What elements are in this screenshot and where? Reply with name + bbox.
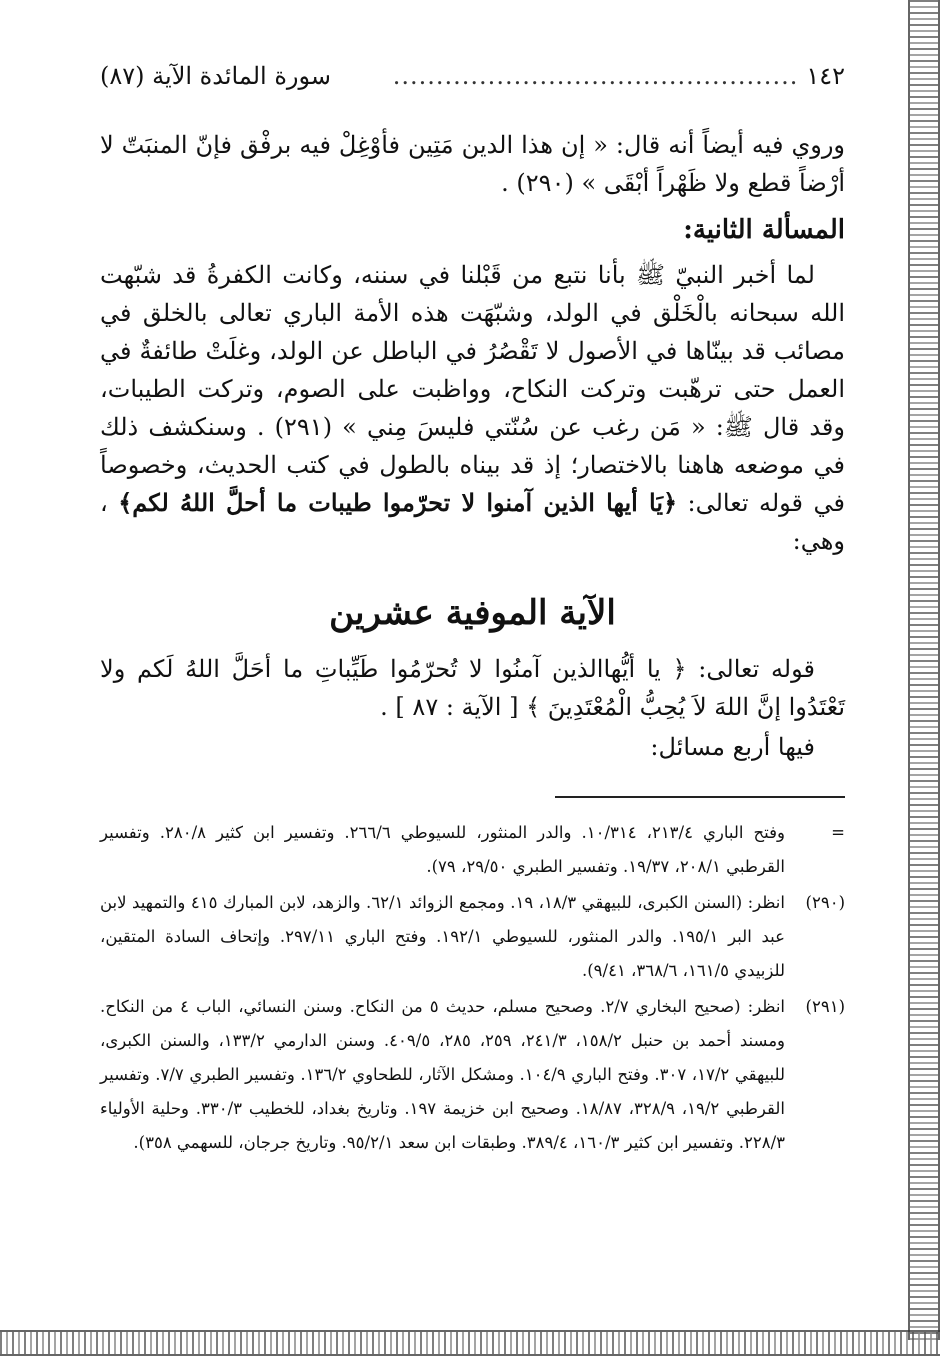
- section-heading-second-issue: المسألة الثانية:: [683, 215, 845, 245]
- footnote-number: =: [831, 823, 845, 842]
- ornamental-border-right: [908, 0, 940, 1340]
- paragraph-second-issue: [100, 256, 845, 560]
- book-page: [100, 56, 845, 1162]
- page-number: ١٤٢: [806, 62, 845, 90]
- footnote-number: (٢٩٠): [805, 893, 845, 912]
- footnotes: [100, 816, 845, 1160]
- paragraph-end: ، وهي:: [100, 489, 845, 555]
- footnote-divider: [555, 796, 845, 798]
- footnote-item: [100, 990, 845, 1160]
- paragraph-hadith: وروي فيه أيضاً أنه قال: « إن هذا الدين مَتِين فأوْغِلْ فيه برفْق فإنّ المنبَتّ لا أرْضاً قطع ولا ظَهْراً أبْقَى » (٢٩٠) .: [100, 131, 845, 197]
- ayah-title: الآية الموفية عشرين: [329, 593, 616, 633]
- quoted-verse: ﴿يَا أيها الذين آمنوا لا تحرّموا طيبات ما أحلَّ اللهُ لكم﴾: [118, 488, 678, 517]
- footnote-item: [100, 886, 845, 988]
- header-dots: ...............................................: [392, 62, 799, 90]
- paragraph-four-issues: فيها أربع مسائل:: [650, 733, 815, 761]
- footnote-item: [100, 816, 845, 884]
- footnote-text: وفتح الباري ٢١٣/٤، ١٠/٣١٤. والدر المنثور، للسيوطي ٢٦٦/٦. وتفسير ابن كثير ٢٨٠/٨. وتفسير القرطبي ٢٠٨/١، ١٩/٣٧. وتفسير الطبري ٢٩/٥٠، ٧٩).: [100, 823, 785, 876]
- footnote-text: انظر: (السنن الكبرى، للبيهقي ١٨/٣، ١٩. ومجمع الزوائد ٦٢/١. والزهد، لابن المبارك ٤١٥ والتمهيد لابن عبد البر ١٩٥/١. والدر المنثور، للسيوطي ١٩٢/١. وفتح الباري ٢٩٧/١١. وإتحاف السادة المتقين، للزبيدي ١٦١/٥، ٣٦٨/٦، ٩/٤١).: [100, 893, 785, 980]
- ornamental-border-bottom: [0, 1330, 940, 1356]
- running-header: [100, 56, 845, 96]
- footnote-number: (٢٩١): [805, 997, 845, 1016]
- running-title: سورة المائدة الآية (٨٧): [100, 62, 331, 90]
- paragraph-text: لما أخبر النبيّ ﷺ بأنا نتبع من قَبْلنا في سننه، وكانت الكفرةُ قد شبّهت الله سبحانه بالْخَلْق في الولد، وشبّهَت هذه الأمة الباري تعالى بالخلق في مصائب قد بينّاها في الأصول لا تَقْصُرُ في الباطل عن الولد، وغلَتْ طائفةٌ في العمل حتى ترهّبت وتركت النكاح، وواظبت على الصوم، وتركت الطيبات، وقد قال ﷺ: « مَن رغب عن سُنّتي فليسَ مِني » (٢٩١) . وسنكشف ذلك في موضعه هاهنا بالاختصار؛ إذ قد بيناه بالطول في كتب الحديث، وخصوصاً في قوله تعالى:: [100, 261, 846, 517]
- paragraph-verse: قوله تعالى: ﴿ يا أيُّهاالذين آمنُوا لا تُحرّمُوا طَيِّباتِ ما أحَلَّ اللهُ لَكم ولا تَعْتَدُوا إنَّ اللهَ لاَ يُحِبُّ الْمُعْتَدِينَ ﴾ [ الآية : ٨٧ ] .: [100, 655, 845, 721]
- footnote-text: انظر: (صحيح البخاري ٢/٧. وصحيح مسلم، حديث ٥ من النكاح. وسنن النسائي، الباب ٤ من النكاح. ومسند أحمد بن حنبل ١٥٨/٢، ٢٤١/٣، ٢٥٩، ٢٨٥، ٤٠٩/٥. وسنن الدارمي ١٣٣/٢، والسنن الكبرى، للبيهقي ١٧/٢، ٣٠٧. وفتح الباري ١٠٤/٩. ومشكل الآثار، للطحاوي ١٣٦/٢. وتفسير الطبري ٧/٧. وتفسير القرطبي ١٩/٢، ٣٢٨/٩، ١٨/٨٧. وصحيح ابن خزيمة ١٩٧. وتاريخ بغداد، للخطيب ٣٣٠/٣. وحلية الأولياء ٢٢٨/٣. وتفسير ابن كثير ١٦٠/٣، ٣٨٩/٤. وطبقات ابن سعد ٩٥/٢/١. وتاريخ جرجان، للسهمي ٣٥٨).: [100, 997, 786, 1152]
